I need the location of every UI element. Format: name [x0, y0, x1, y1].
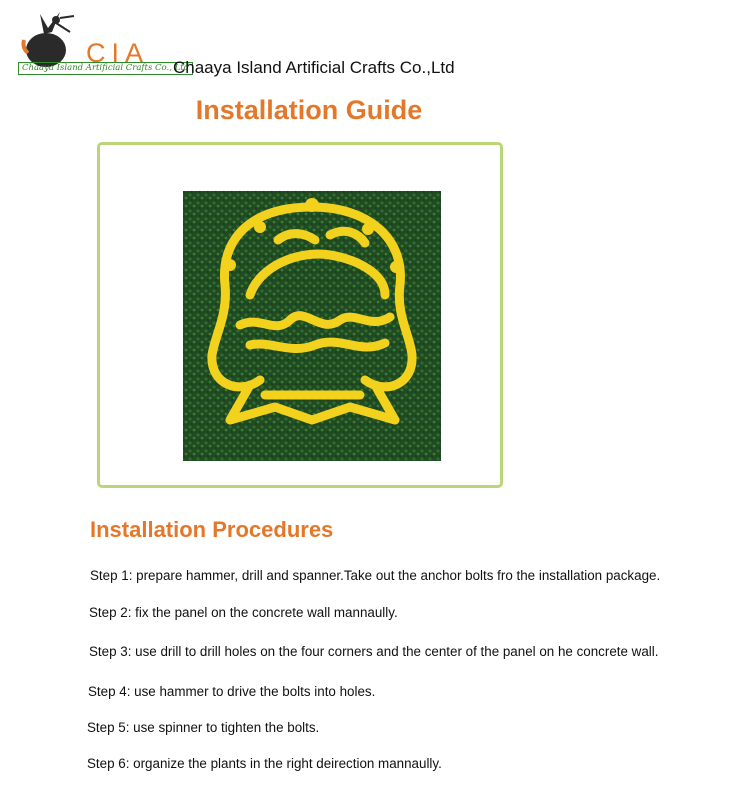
procedure-step-4: Step 4: use hammer to drive the bolts into holes. [88, 684, 376, 699]
company-logo [16, 8, 190, 74]
page-title: Installation Guide [195, 95, 423, 125]
procedure-step-6: Step 6: organize the plants in the right deirection mannaully. [87, 756, 442, 771]
procedures-title: Installation Procedures [90, 517, 334, 542]
logo-tagline: Chaaya Island Artificial Crafts Co., Ltd [18, 62, 193, 75]
procedure-step-3: Step 3: use drill to drill holes on the four corners and the center of the panel on he concrete wall. [89, 644, 659, 659]
company-name: Chaaya Island Artificial Crafts Co.,Ltd [173, 58, 455, 77]
product-image-frame [97, 142, 503, 488]
procedure-step-2: Step 2: fix the panel on the concrete wall mannaully. [89, 605, 398, 620]
logo-letters: CIA [86, 38, 150, 68]
fairy-apple-logo-icon [16, 8, 86, 68]
procedure-step-1: Step 1: prepare hammer, drill and spanner.Take out the anchor bolts fro the installation package. [90, 568, 661, 583]
procedure-step-5: Step 5: use spinner to tighten the bolts. [87, 720, 320, 735]
green-boxwood-panel-with-yellow-emblem-icon [100, 145, 500, 485]
